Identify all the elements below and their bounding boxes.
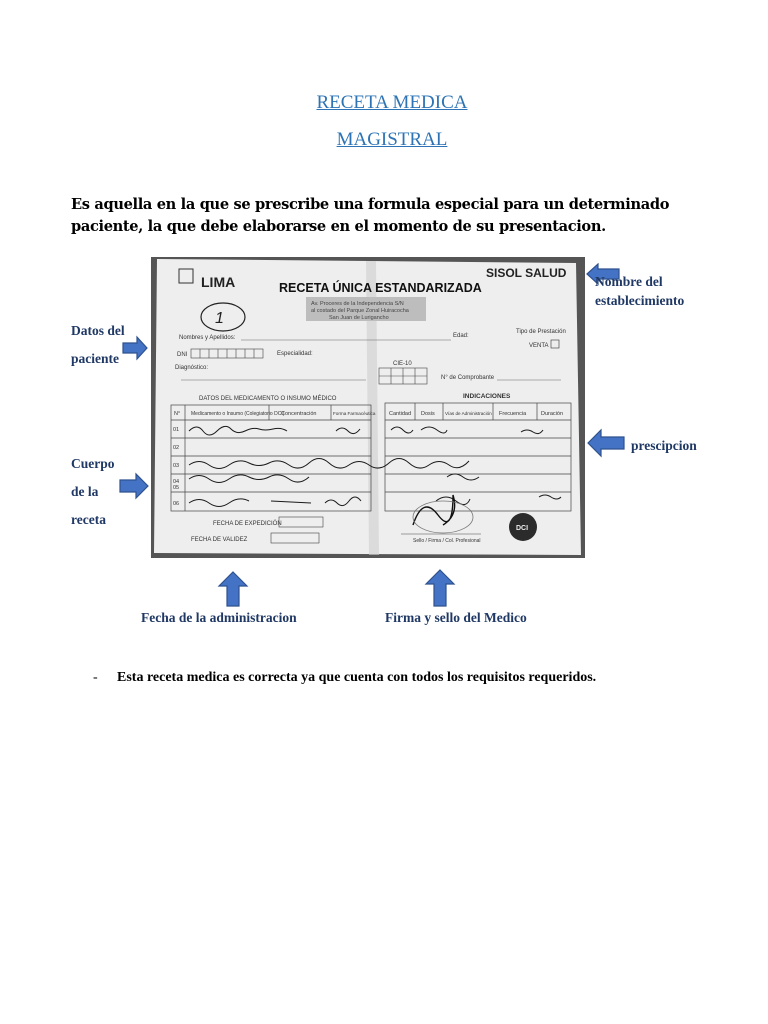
- section-indicaciones: INDICACIONES: [463, 393, 511, 400]
- row-number: 01: [173, 427, 180, 433]
- row-number: 05: [173, 485, 180, 491]
- col-duracion: Duración: [541, 411, 564, 417]
- label-fecha-administracion: Fecha de la administracion: [141, 610, 297, 625]
- row-number: 02: [173, 445, 180, 451]
- municipio-name: LIMA: [201, 274, 236, 290]
- fecha-expedicion-label: FECHA DE EXPEDICIÓN: [213, 521, 282, 527]
- address-line-1: Av. Proceres de la Independencia S/N: [311, 301, 404, 307]
- brand-logo: SISOL SALUD: [486, 266, 567, 280]
- field-tipo-prestacion: Tipo de Prestación: [516, 329, 566, 335]
- conclusion-bullet: [93, 670, 596, 686]
- label-nombre-establecimiento: [595, 272, 684, 310]
- field-dni: DNI: [177, 352, 188, 358]
- title-line-2: MAGISTRAL: [336, 129, 448, 150]
- bullet-text: Esta receta medica es correcta ya que cuenta con todos los requisitos requeridos.: [117, 670, 597, 685]
- arrow-left-icon: [586, 428, 626, 458]
- title-line-1: RECETA MEDICA: [316, 92, 468, 113]
- label-line: receta: [71, 512, 106, 527]
- label-line: de la: [71, 484, 99, 499]
- arrow-up-icon: [216, 570, 250, 608]
- arrow-right-icon: [121, 335, 149, 361]
- receta-heading: RECETA ÚNICA ESTANDARIZADA: [279, 281, 482, 295]
- field-cie10: CIE-10: [393, 361, 412, 367]
- arrow-up-icon: [423, 568, 457, 608]
- label-line: Cuerpo: [71, 456, 115, 471]
- address-line-3: San Juan de Lurigancho: [329, 315, 389, 321]
- sello-label: Sello / Firma / Col. Profesional: [413, 538, 481, 544]
- col-cantidad: Cantidad: [389, 411, 412, 417]
- col-vias: Vías de Administración: [445, 411, 492, 416]
- row-number: 06: [173, 501, 180, 507]
- field-especialidad: Especialidad:: [277, 351, 313, 357]
- field-comprobante: N° de Comprobante: [441, 375, 495, 381]
- intro-paragraph: Es aquella en la que se prescribe una formula especial para un determinado paciente, la que debe elaborarse en el momento de su presentacion.: [71, 196, 670, 235]
- label-datos-paciente: [71, 317, 125, 373]
- col-dosis: Dosis: [421, 411, 435, 417]
- label-line: Datos del: [71, 323, 125, 338]
- field-diagnostico: Diagnóstico:: [175, 365, 209, 371]
- label-cuerpo-receta: [71, 450, 115, 534]
- prescription-photo: [151, 257, 585, 558]
- col-forma: Forma Farmacéutica: [333, 411, 376, 416]
- label-firma-sello: Firma y sello del Medico: [385, 610, 527, 625]
- row-number: 03: [173, 463, 180, 469]
- col-concentracion: Concentración: [281, 411, 317, 417]
- handwritten-mark: 1: [215, 310, 224, 327]
- dci-label: DCI: [516, 525, 529, 532]
- col-frecuencia: Frecuencia: [499, 411, 527, 417]
- field-nombres: Nombres y Apellidos:: [179, 335, 236, 341]
- row-number: 04: [173, 479, 180, 485]
- label-prescripcion: prescipcion: [631, 438, 697, 453]
- section-datos-medicamento: DATOS DEL MEDICAMENTO O INSUMO MÉDICO: [199, 396, 337, 402]
- col-medicamento: Medicamento o Insumo (Colegiatorio DCI): [191, 411, 285, 417]
- field-edad: Edad:: [453, 333, 469, 339]
- label-line: paciente: [71, 351, 119, 366]
- field-venta: VENTA: [529, 343, 549, 349]
- bullet-dash: -: [93, 670, 98, 685]
- fecha-validez-label: FECHA DE VALIDEZ: [191, 537, 248, 543]
- address-line-2: al costado del Parque Zonal Huiracocha: [311, 308, 409, 314]
- arrow-right-icon: [118, 472, 150, 500]
- label-line: establecimiento: [595, 293, 685, 308]
- col-n: N°: [174, 411, 181, 417]
- label-line: Nombre del: [595, 274, 663, 289]
